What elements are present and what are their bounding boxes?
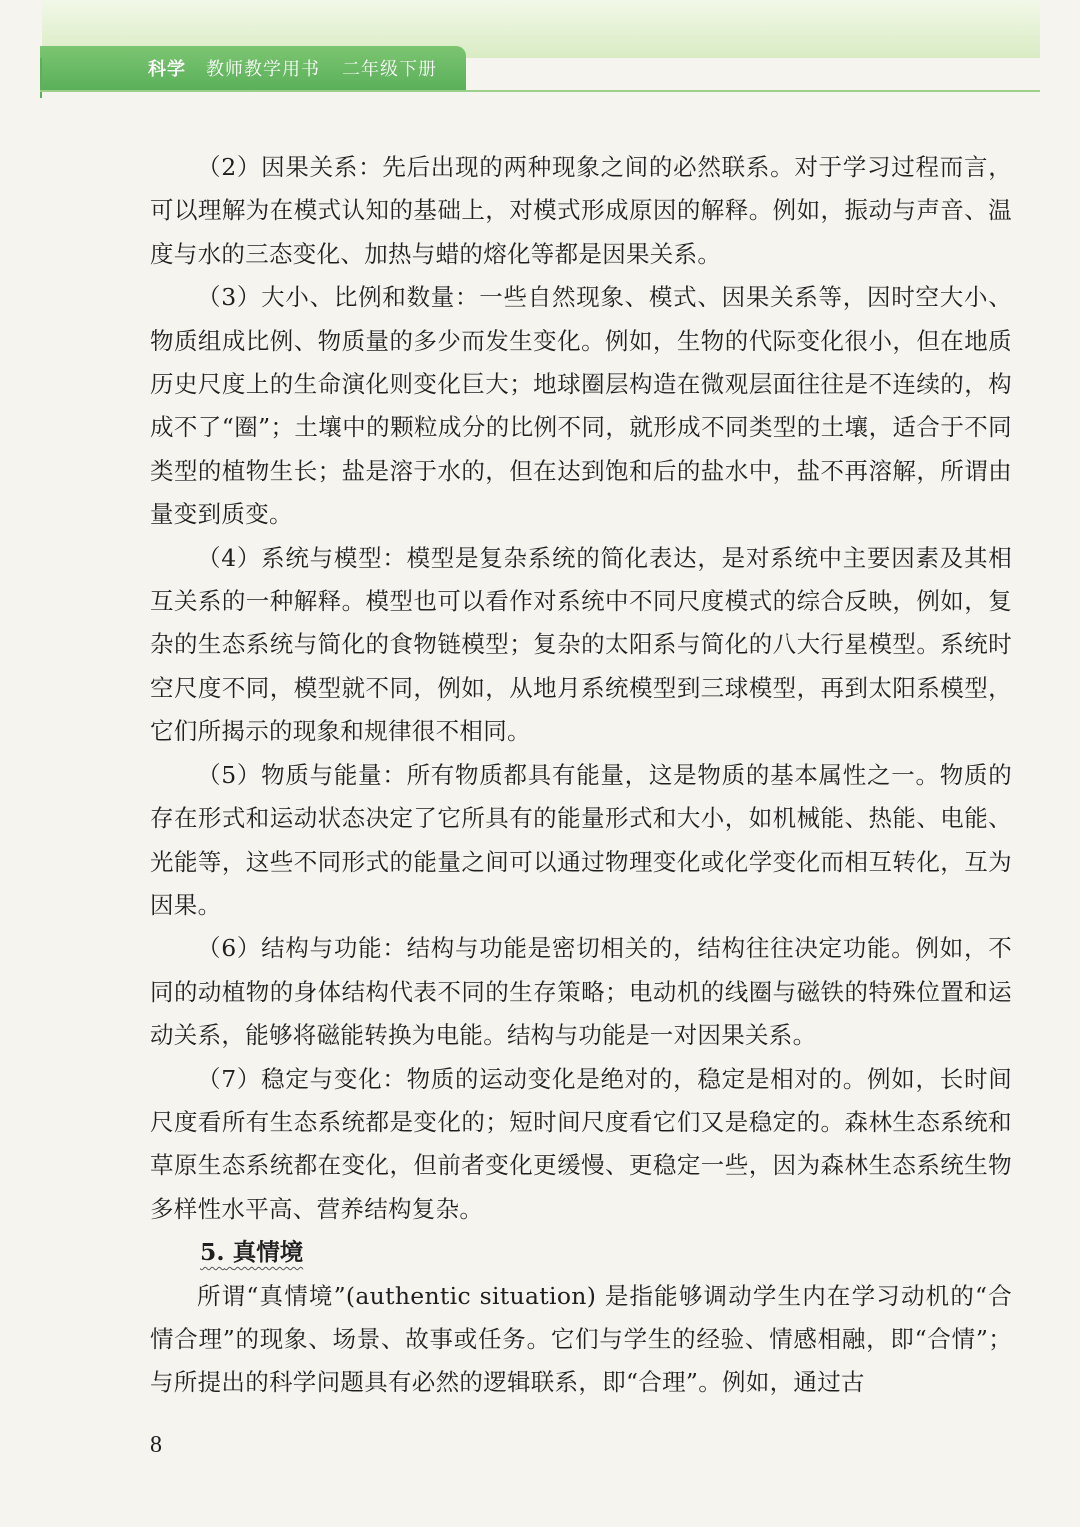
header-edge-line (40, 58, 42, 98)
section-number: 5. (200, 1238, 225, 1267)
paragraph-causality: （2）因果关系：先后出现的两种现象之间的必然联系。对于学习过程而言，可以理解为在模式认知的基础上，对模式形成原因的解释。例如，振动与声音、温度与水的三态变化、加热与蜡的熔化等都是因果关系。 (150, 153, 1012, 268)
header-book-title: 教师教学用书 (206, 59, 320, 80)
header-grade: 二年级下册 (342, 59, 437, 80)
header-rule (40, 90, 1040, 92)
paragraph-scale-proportion: （3）大小、比例和数量：一些自然现象、模式、因果关系等，因时空大小、物质组成比例、物质量的多少而发生变化。例如，生物的代际变化很小，但在地质历史尺度上的生命演化则变化巨大；地球圈层构造在微观层面往往是不连续的，构成不了“圈”；土壤中的颗粒成分的比例不同，就形成不同类型的土壤，适合于不同类型的植物生长；盐是溶于水的，但在达到饱和后的盐水中，盐不再溶解，所谓由量变到质变。 (150, 283, 1012, 529)
header-subject: 科学 (148, 59, 186, 80)
paragraph-stability-change: （7）稳定与变化：物质的运动变化是绝对的，稳定是相对的。例如，长时间尺度看所有生态系统都是变化的；短时间尺度看它们又是稳定的。森林生态系统和草原生态系统都在变化，但前者变化更缓慢、更稳定一些，因为森林生态系统生物多样性水平高、营养结构复杂。 (150, 1064, 1012, 1223)
section-title: 真情境 (232, 1238, 304, 1267)
paragraph-systems-models: （4）系统与模型：模型是复杂系统的简化表达，是对系统中主要因素及其相互关系的一种解释。模型也可以看作对系统中不同尺度模式的综合反映，例如，复杂的生态系统与简化的食物链模型；复杂的太阳系与简化的八大行星模型。系统时空尺度不同，模型就不同，例如，从地月系统模型到三球模型，再到太阳系模型，它们所揭示的现象和规律很不相同。 (150, 543, 1012, 746)
running-header (40, 46, 466, 90)
body-text (150, 146, 1012, 1405)
paragraph-structure-function: （6）结构与功能：结构与功能是密切相关的，结构往往决定功能。例如，不同的动植物的身体结构代表不同的生存策略；电动机的线圈与磁铁的特殊位置和运动关系，能够将磁能转换为电能。结构与功能是一对因果关系。 (150, 934, 1012, 1050)
section-heading (150, 1231, 1012, 1274)
paragraph-matter-energy: （5）物质与能量：所有物质都具有能量，这是物质的基本属性之一。物质的存在形式和运动状态决定了它所具有的能量形式和大小，如机械能、热能、电能、光能等，这些不同形式的能量之间可以通过物理变化或化学变化而相互转化，互为因果。 (150, 760, 1012, 919)
paragraph-authentic-situation: 所谓“真情境”(authentic situation) 是指能够调动学生内在学习动机的“合情合理”的现象、场景、故事或任务。它们与学生的经验、情感相融，即“合情”；与所提出的科学问题具有必然的逻辑联系，即“合理”。例如，通过古 (150, 1281, 1012, 1397)
page-number: 8 (150, 1432, 162, 1458)
